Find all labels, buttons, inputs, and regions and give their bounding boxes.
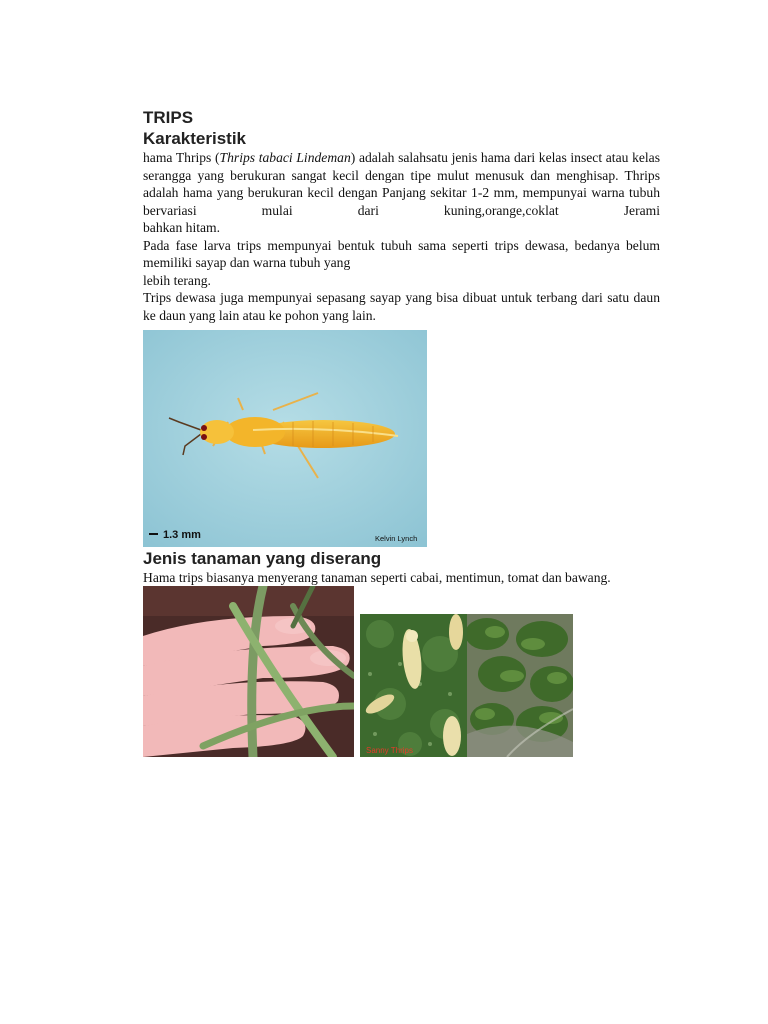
photo-caption: Sanny Thrips <box>366 746 413 755</box>
paragraph-2-tail: lebih terang. <box>143 272 211 288</box>
onion-leaf-hand-photo <box>143 586 354 757</box>
species-name: Thrips tabaci Lindeman <box>219 150 351 165</box>
photo-credit: Kelvin Lynch <box>375 534 418 543</box>
page-title: TRIPS <box>143 108 194 127</box>
section-tanaman <box>143 548 660 587</box>
section-title-karakteristik: Karakteristik <box>143 129 247 148</box>
paragraph-1-text-b: ) adalah salahsatu jenis hama dari kelas insect atau kelas serangga yang berukuran sangat kecil dengan tipe mulut menusuk dan menghisap. Thrips adalah hama yang berukuran kecil dengan Panjang sekitar 1-2 mm, mempunyai warna tubuh bervariasi mulai dari kuning,orange,coklat Jerami <box>143 150 660 218</box>
section-karakteristik <box>143 108 660 324</box>
paragraph-tanaman: Hama trips biasanya menyerang tanaman seperti cabai, mentimun, tomat dan bawang. <box>143 570 611 585</box>
paragraph-2: Pada fase larva trips mempunyai bentuk tubuh sama seperti trips dewasa, bedanya belum memiliki sayap dan warna tubuh yang <box>143 237 660 270</box>
thrips-photo <box>143 330 427 547</box>
paragraph-1-tail: bahkan hitam. <box>143 220 221 235</box>
section-title-tanaman: Jenis tanaman yang diserang <box>143 549 382 568</box>
thrips-larva-photo <box>360 614 467 757</box>
paragraph-1 <box>143 149 660 219</box>
paragraph-1-text-a: hama Thrips ( <box>143 150 220 165</box>
paragraph-3: Trips dewasa juga mempunyai sepasang sayap yang bisa dibuat untuk terbang dari satu daun ke daun yang lain atau ke pohon yang lain. <box>143 290 660 323</box>
scale-label: 1.3 mm <box>163 529 201 541</box>
infested-plants-photo <box>467 614 573 757</box>
